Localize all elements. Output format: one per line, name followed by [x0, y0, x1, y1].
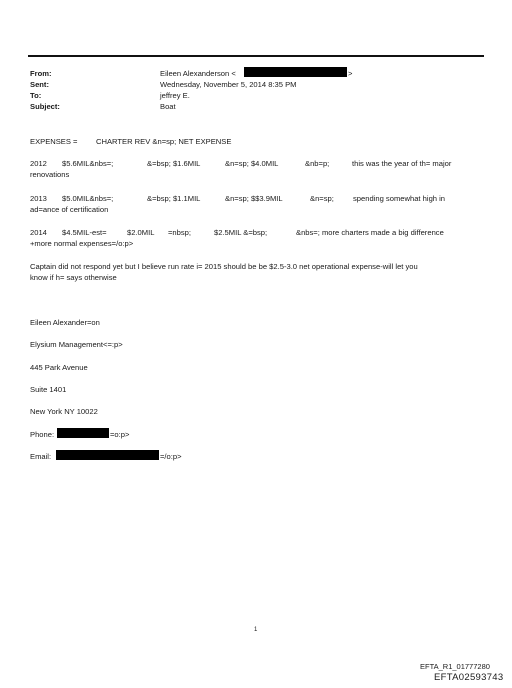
row-2014-c2: $2.0MIL	[127, 228, 155, 237]
bates-number-2: EFTA02593743	[434, 672, 504, 683]
bates-number-1: EFTA_R1_01777280	[420, 662, 490, 671]
row-2013-c2: &=bsp; $1.1MIL	[147, 194, 201, 203]
row-2013-year: 2013	[30, 194, 47, 203]
page-number: 1	[254, 627, 258, 633]
row-2014-cont: +more normal expenses=/o:p>	[30, 239, 134, 248]
subject-value: Boat	[160, 102, 176, 111]
expenses-columns: CHARTER REV &n=sp; NET EXPENSE	[96, 137, 232, 146]
from-suffix: >	[348, 69, 353, 78]
redaction-email	[56, 450, 159, 460]
phone-label: Phone:	[30, 430, 55, 439]
row-2013-cont: ad=ance of certification	[30, 205, 109, 214]
sent-value: Wednesday, November 5, 2014 8:35 PM	[160, 80, 297, 89]
row-2012-c3: &n=sp; $4.0MIL	[225, 159, 279, 168]
row-2013-c1: $5.0MIL&nbs=;	[62, 194, 114, 203]
row-2013-comment: spending somewhat high in	[353, 194, 446, 203]
row-2014-c3: $2.5MIL &=bsp;	[214, 228, 268, 237]
redaction-from-email	[244, 67, 347, 77]
signature-name: Eileen Alexander=on	[30, 318, 100, 327]
from-name: Eileen Alexanderson <	[160, 69, 236, 78]
to-value: jeffrey E.	[160, 91, 190, 100]
row-2012-c4: &nb=p;	[305, 159, 330, 168]
row-2012-c2: &=bsp; $1.6MIL	[147, 159, 201, 168]
from-label: From:	[30, 69, 52, 78]
email-label: Email:	[30, 452, 52, 461]
signature-company: Elysium Management<=:p>	[30, 340, 123, 349]
subject-label: Subject:	[30, 102, 60, 111]
row-2012-year: 2012	[30, 159, 47, 168]
expenses-heading: EXPENSES =	[30, 137, 78, 146]
row-2013-c4: &n=sp;	[310, 194, 334, 203]
phone-tail: =o:p>	[110, 430, 130, 439]
redaction-phone	[57, 428, 109, 438]
signature-suite: Suite 1401	[30, 385, 67, 394]
row-2014-c1: $4.5MIL-est=	[62, 228, 107, 237]
row-2012-comment: this was the year of th= major	[352, 159, 452, 168]
signature-city: New York NY 10022	[30, 407, 98, 416]
to-label: To:	[30, 91, 42, 100]
email-tail: =/o:p>	[160, 452, 182, 461]
row-2014-comment: &nbs=; more charters made a big difference	[296, 228, 444, 237]
header-rule	[28, 55, 484, 57]
note-line-1: Captain did not respond yet but I believe run rate i= 2015 should be be $2.5-3.0 net operational expense-will let you	[30, 262, 418, 271]
sent-label: Sent:	[30, 80, 49, 89]
row-2014-c2b: =nbsp;	[168, 228, 192, 237]
row-2012-c1: $5.6MIL&nbs=;	[62, 159, 114, 168]
row-2012-cont: renovations	[30, 170, 70, 179]
signature-address: 445 Park Avenue	[30, 363, 88, 372]
note-line-2: know if h= says otherwise	[30, 273, 117, 282]
row-2014-year: 2014	[30, 228, 47, 237]
row-2013-c3: &n=sp; $$3.9MIL	[225, 194, 283, 203]
